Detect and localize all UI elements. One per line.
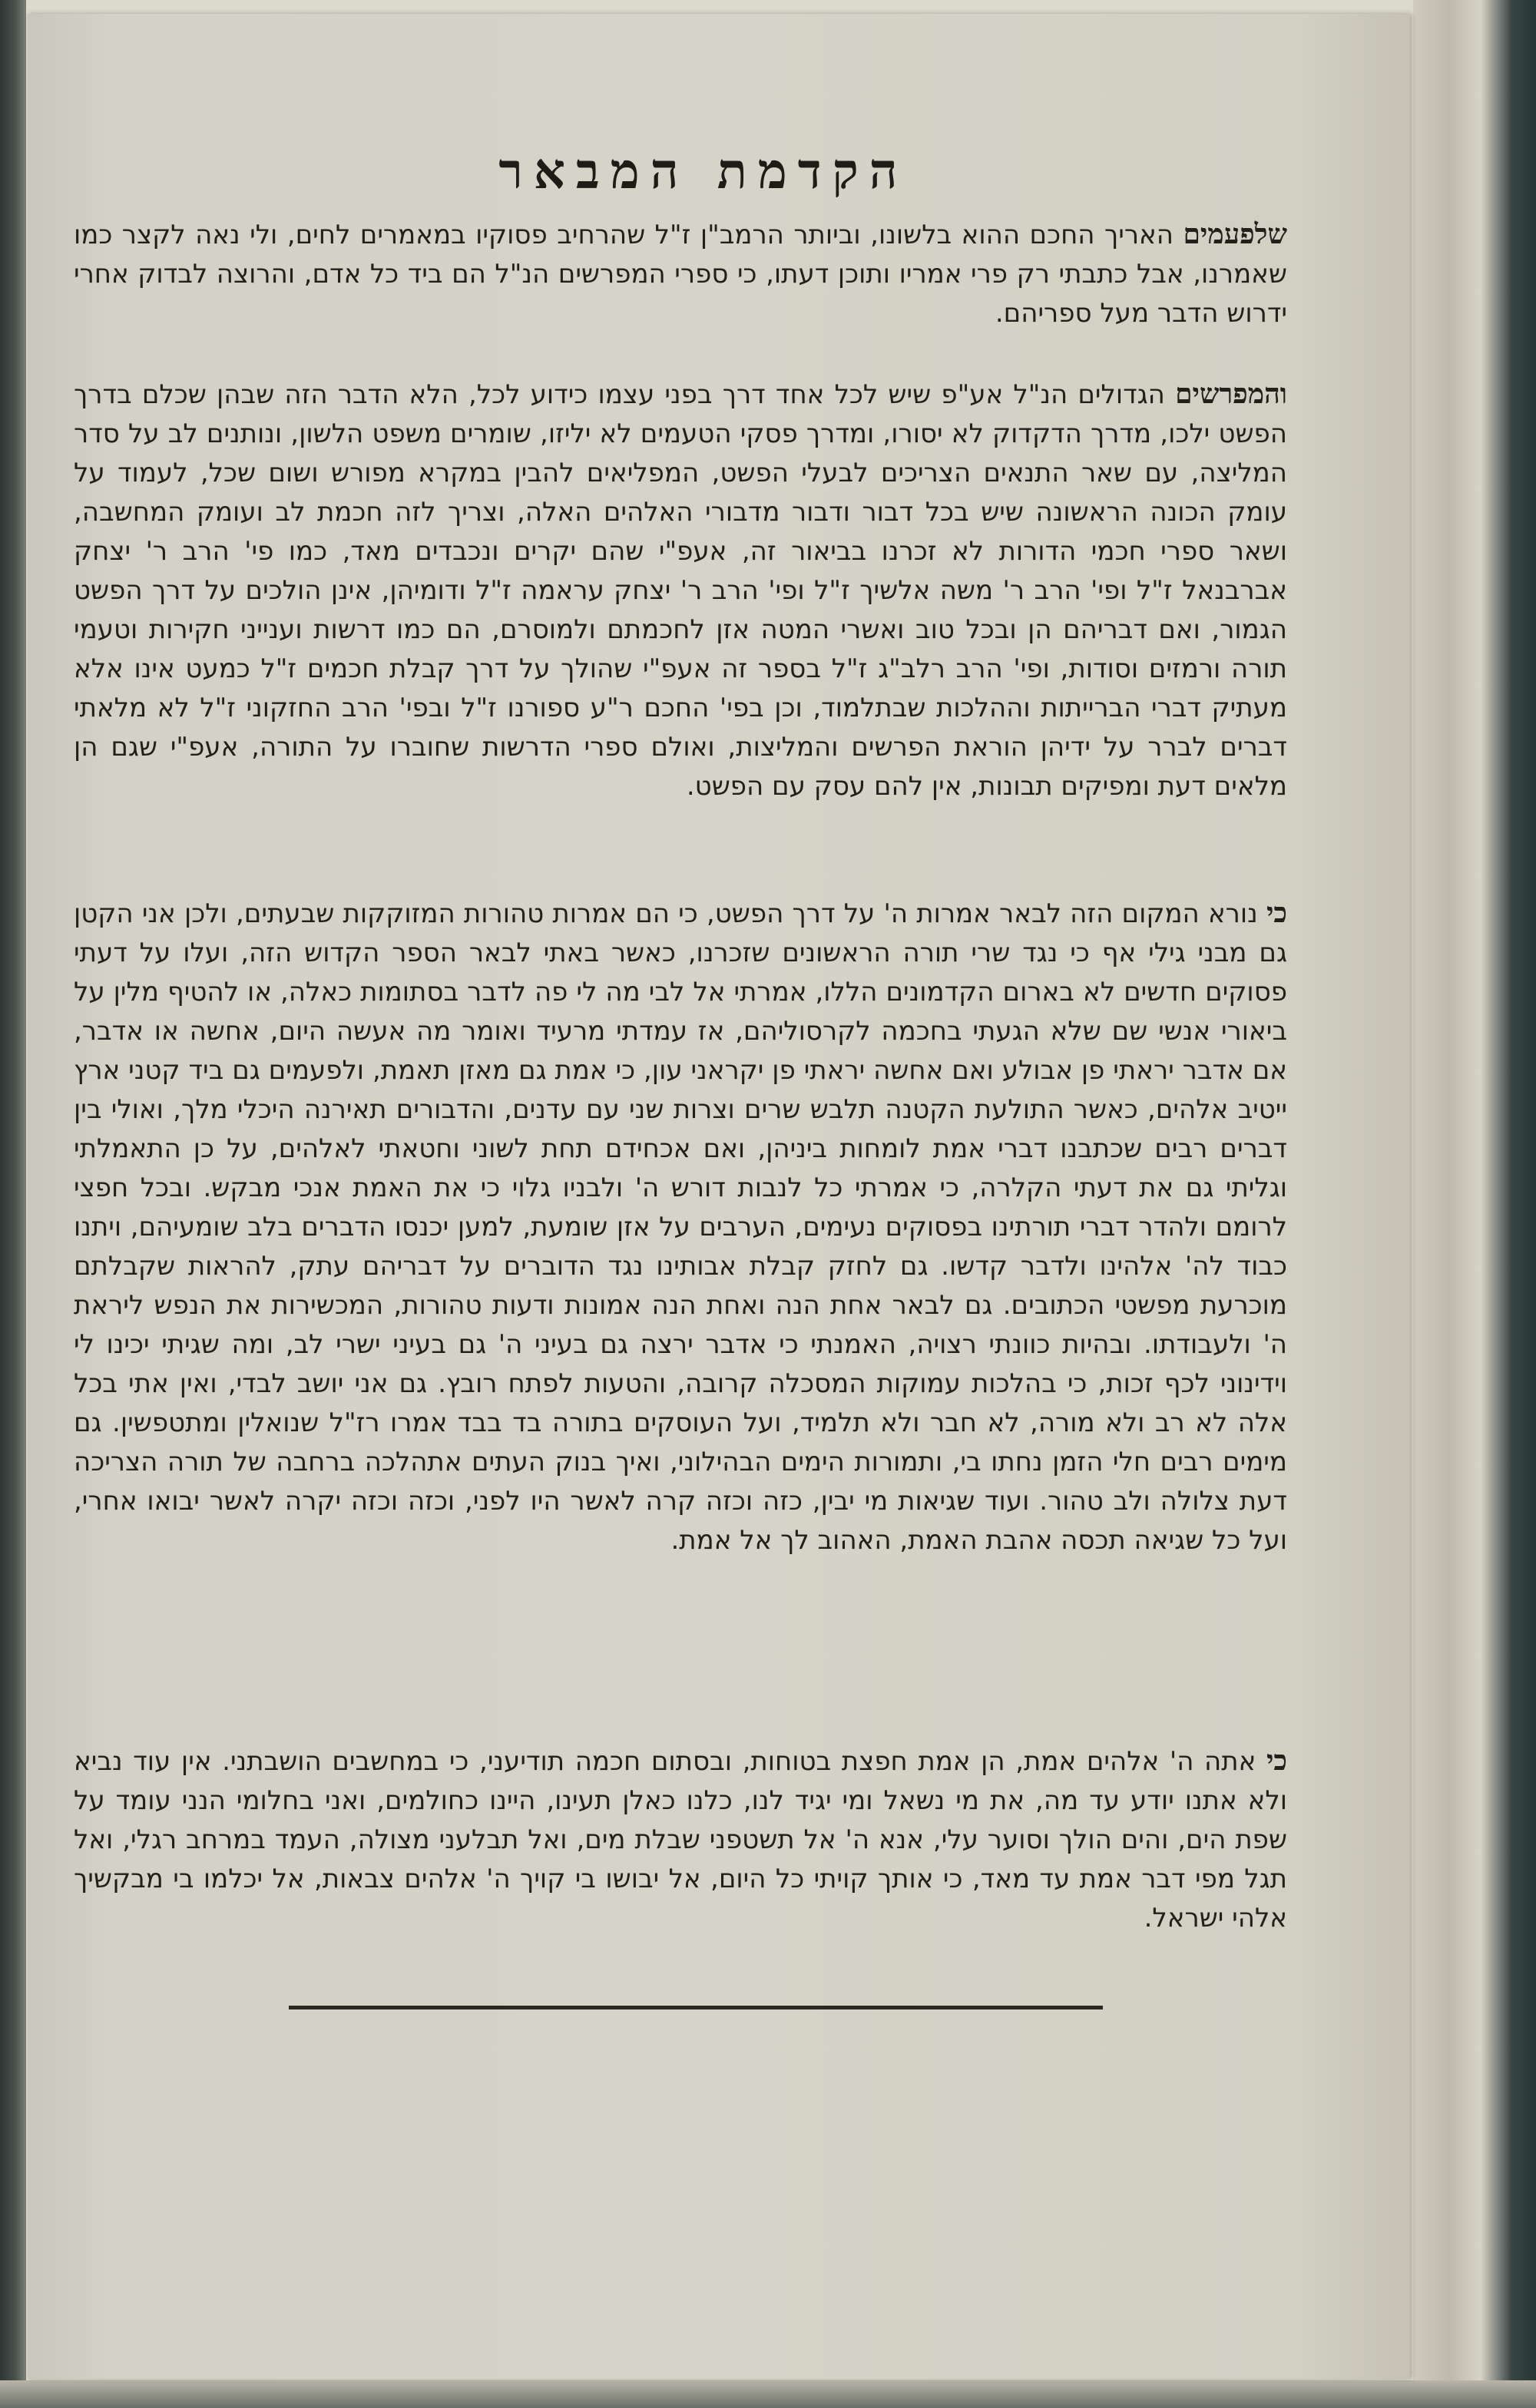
paragraph-3-text: נורא המקום הזה לבאר אמרות ה' על דרך הפשט, כי הם אמרות טהורות המזוקקות שבעתים, ולכן אני הקטן גם מבני גילי אף כי נגד שרי תורה הראשונים שזכרנו, כאשר באתי לבאר הספר הקדוש הזה, ועלו על דעתי פסוקים חדשים לא בארום הקדמונים הללו, אמרתי אל לבי מה לי פה לדבר בסתומות כאלה, או להטיף מלין על ביאורי אנשי שם שלא הגעתי בחכמה לקרסוליהם, אז עמדתי מרעיד ואומר מה אעשה היום, אחשה או אדבר, אם אדבר יראתי פן אבולע ואם אחשה יראתי פן יקראני עון, כי אמת גם מאזן תאמת, ולפעמים גם ביד קטני ארץ ייטיב אלהים, כאשר התולעת הקטנה תלבש שרים וצרות שני עם עדנים, והדבורים תאירנה היכלי מלך, ואולי בין דברים רבים שכתבנו דברי אמת לומחות ביניהן, ואם אכחידם תחת לשוני וחטאתי לאלהים, על כן התאמלתי וגליתי גם את דעתי הקלרה, כי אמרתי כל לנבות דורש ה' ולבניו גלוי כי את האמת אנכי מבקש. ובכל חפצי לרומם ולהדר דברי תורתינו בפסוקים נעימים, הערבים על אזן שומעת, למען יכנסו הדברים בלב שומעיהם, ויתנו כבוד לה' אלהינו ולדבר קדשו. גם לחזק קבלת אבותינו נגד הדוברים על דבריהם עתק, להראות שקבלתם מוכרעת מפשטי הכתובים. גם לבאר אחת הנה ואחת הנה אמונות ודעות טהורות, המכשירות את הנפש ליראת ה' ולעבודתו. ובהיות כוונתי רצויה, האמנתי כי אדבר ירצה גם בעיני ה' גם בעיני ישרי לב, ומה שגיתי יכינו לי וידינוני לכף זכות, כי בהלכות עמוקות המסכלה קרובה, והטעות לפתח רובץ. גם אני יושב לבדי, ואין אתי בכל אלה לא רב ולא מורה, לא חבר ולא תלמיד, ועל העוסקים בתורה בד בבד אמרו רז"ל שנואלין ומתטפשין. גם מימים רבים חלי הזמן נחתו בי, ותמורות הימים הבהילוני, ואיך בנוק העתים אתהלכה ברחבה של תורה הצריכה דעת צלולה ולב טהור. ועוד שגיאות מי יבין, כזה וכזה קרה לאשר היו לפני, וכזה וכזה יקרה לאשר יבואו אחרי, ועל כל שגיאה תכסה אהבת האמת, האהוב לך אל אמת. [74, 898, 1287, 1556]
scan-border-bottom [0, 2380, 1536, 2408]
document-page [28, 14, 1410, 2379]
paragraph-1-text: האריך החכם ההוא בלשונו, וביותר הרמב"ן ז"ל שהרחיב פסוקיו במאמרים לחים, ולי נאה לקצר כמו שאמרנו, אבל כתבתי רק פרי אמריו ותוכן דעתו, כי ספרי המפרשים הנ"ל הם ביד כל אדם, והרוצה לבדוק אחרי ידרוש הדבר מעל ספריהם. [74, 220, 1287, 329]
paragraph-2-text: הגדולים הנ"ל אע"פ שיש לכל אחד דרך בפני עצמו כידוע לכל, הלא הדבר הזה שבהן שכלם בדרך הפשט ילכו, מדרך הדקדוק לא יסורו, ומדרך פסקי הטעמים לא יליזו, שומרים משפט הלשון, ונותנים לב על סדר המליצה, עם שאר התנאים הצריכים לבעלי הפשט, המפליאים להבין במקרא מפורש ושום שכל, לעמוד על עומק הכונה הראשונה שיש בכל דבור ודבור מדבורי האלהים האלה, וצריך לזה חכמת לב ועומק המחשבה, ושאר ספרי חכמי הדורות לא זכרנו בביאור זה, אעפ"י שהם יקרים ונכבדים מאד, כמו פי' הרב ר' יצחק אברבנאל ז"ל ופי' הרב ר' משה אלשיך ז"ל ופי' הרב ר' יצחק עראמה ז"ל ודומיהן, אינן הולכים על דרך הפשט הגמור, ואם דבריהם הן ובכל טוב ואשרי המטה אזן לחכמתם ולמוסרם, הם כמו דרשות וענייני חקירות וטעמי תורה ורמזים וסודות, ופי' הרב רלב"ג ז"ל בספר זה אעפ"י שהולך על דרך קבלת חכמים ז"ל כמעט אינו אלא מעתיק דברי הברייתות וההלכות שבתלמוד, וכן בפי' החכם ר"ע ספורנו ז"ל ובפי' הרב החזקוני ז"ל לא מלאתי דברים לברר על ידיהן הוראת הפרשים והמליצות, ואולם ספרי הדרשות שחוברו על התורה, אעפ"י שגם הן מלאים דעת ומפיקים תבונות, אין להם עסק עם הפשט. [74, 379, 1287, 802]
closing-rule-divider [289, 2006, 1103, 2009]
paragraph-4-text: אתה ה' אלהים אמת, הן אמת חפצת בטוחות, ובסתום חכמה תודיעני, כי במחשבים הושבתני. אין עוד נביא ולא אתנו יודע עד מה, את מי נשאל ומי יגיד לנו, כלנו כאלן תעינו, היינו כחולמים, ואני בחלומי הנני עומד על שפת הים, והים הולך וסוער עלי, אנא ה' אל תשטפני שבלת מים, ואל תבלעני מצולה, העמד במרחב רגלי, ואל תגל מפי דבר אמת עד מאד, כי אותך קויתי כל היום, אל יבושו בי קויך ה' אלהים צבאות, אל יכלמו בי מבקשיך אלהי ישראל. [74, 1746, 1287, 1933]
paragraph-3 [74, 894, 1287, 1560]
paragraph-4 [74, 1742, 1287, 1938]
paragraph-3-lead-word: כי [1266, 897, 1287, 929]
scan-border-left [0, 0, 26, 2408]
paragraph-1-lead-word: שלפעמים [1183, 218, 1287, 250]
paragraph-2 [74, 375, 1287, 806]
paragraph-2-lead-word: והמפרשים [1175, 378, 1288, 410]
bleed-through-stamp [197, 2079, 965, 2187]
paragraph-4-lead-word: כי [1266, 1745, 1287, 1777]
paragraph-1 [74, 215, 1287, 333]
page-title: הקדמת המבאר [498, 143, 909, 200]
scan-border-right [1413, 0, 1536, 2408]
